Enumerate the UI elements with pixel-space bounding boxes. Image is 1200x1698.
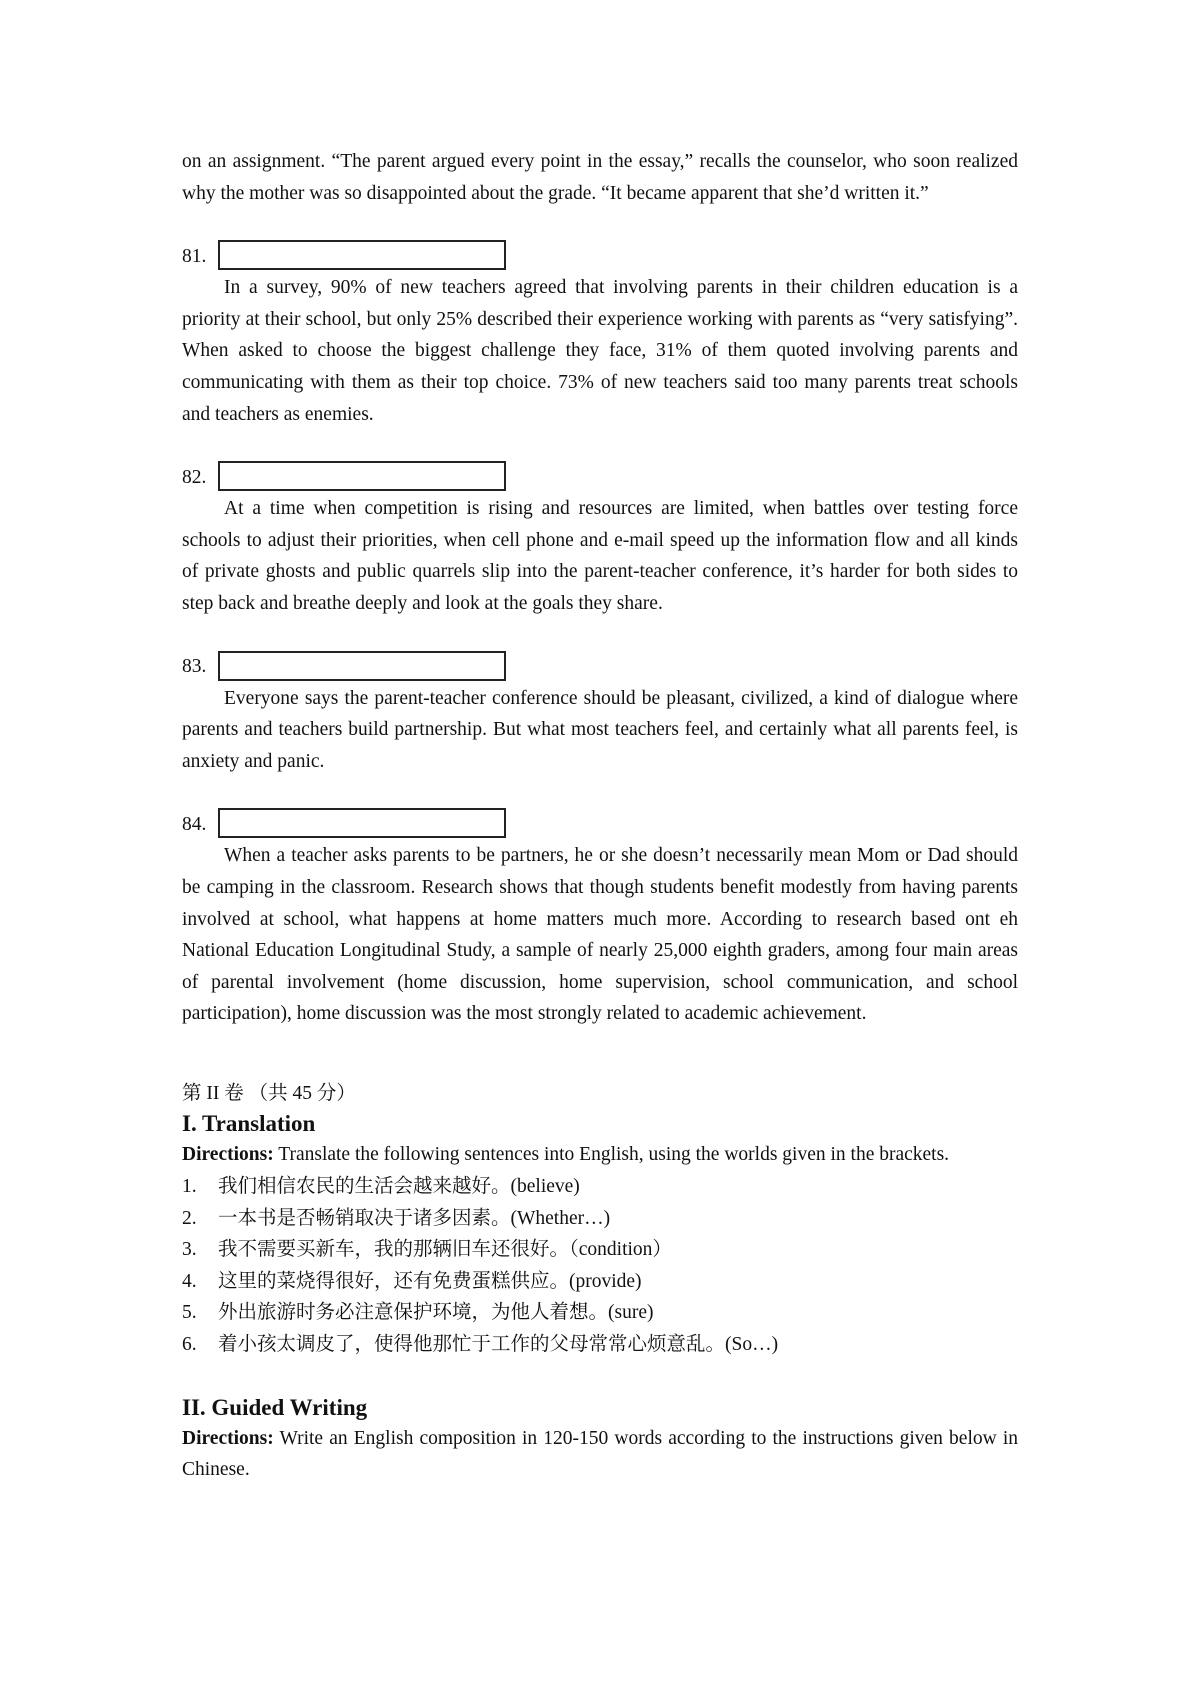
item-number: 6.: [182, 1334, 197, 1356]
question-84: [182, 807, 1018, 840]
answer-box-84[interactable]: [218, 808, 506, 838]
item-text: 这里的菜烧得很好，还有免费蛋糕供应。(provide): [218, 1270, 642, 1292]
guided-writing-directions: [182, 1423, 1018, 1486]
translation-directions: [182, 1139, 1018, 1171]
translation-item: [182, 1234, 1018, 1266]
item-number: 3.: [182, 1239, 197, 1261]
item-text: 我不需要买新车，我的那辆旧车还很好。（condition）: [218, 1239, 672, 1261]
paragraph-81: In a survey, 90% of new teachers agreed that involving parents in their children education is a priority at their school, but only 25% described their experience working with parents as “very satisfying”. When asked to choose the biggest challenge they face, 31% of them quoted involving parents and communicating with them as their top choice. 73% of new teachers said too many parents treat schools and teachers as enemies.: [182, 277, 1018, 425]
directions-text: Write an English composition in 120-150 words according to the instructions given below in Chinese.: [182, 1427, 1018, 1481]
directions-text: Translate the following sentences into English, using the worlds given in the brackets.: [273, 1144, 950, 1166]
passage-continuation: on an assignment. “The parent argued every point in the essay,” recalls the counselor, who soon realized why the mother was so disappointed about the grade. “It became apparent that she’d written it.”: [182, 151, 1018, 204]
question-83: [182, 650, 1018, 683]
question-number: 83.: [182, 655, 207, 677]
item-text: 一本书是否畅销取决于诸多因素。(Whether…): [218, 1207, 611, 1229]
translation-item: [182, 1171, 1018, 1203]
item-number: 4.: [182, 1270, 197, 1292]
translation-item: [182, 1266, 1018, 1298]
guided-writing-heading: II. Guided Writing: [182, 1394, 368, 1420]
item-number: 1.: [182, 1176, 197, 1198]
exam-page: [182, 146, 1018, 1486]
item-number: 5.: [182, 1302, 197, 1324]
question-82: [182, 460, 1018, 493]
question-number: 81.: [182, 245, 207, 267]
paragraph-84: When a teacher asks parents to be partners, he or she doesn’t necessarily mean Mom or Dad should be camping in the classroom. Research shows that though students benefit modestly from having parents involved at school, what happens at home matters much more. According to research based ont eh National Education Longitudinal Study, a sample of nearly 25,000 eighth graders, among four main areas of parental involvement (home discussion, home supervision, school communication, and school participation), home discussion was the most strongly related to academic achievement.: [182, 845, 1018, 1025]
spacer: [182, 1361, 1018, 1393]
item-text: 我们相信农民的生活会越来越好。(believe): [218, 1176, 580, 1198]
question-81: [182, 239, 1018, 272]
paragraph-83: Everyone says the parent-teacher conference should be pleasant, civilized, a kind of dialogue where parents and teachers build partnership. But what most teachers feel, and certainly what all parents feel, is anxiety and panic.: [182, 687, 1018, 772]
directions-label: Directions:: [182, 1427, 274, 1449]
paragraph-82: At a time when competition is rising and resources are limited, when battles over testing force schools to adjust their priorities, when cell phone and e-mail speed up the information flow and all kinds of private ghosts and public quarrels slip into the parent-teacher conference, it’s harder for both sides to step back and breathe deeply and look at the goals they share.: [182, 498, 1018, 614]
answer-box-82[interactable]: [218, 461, 506, 491]
item-text: 着小孩太调皮了，使得他那忙于工作的父母常常心烦意乱。(So…): [218, 1334, 779, 1356]
directions-label: Directions:: [182, 1144, 274, 1166]
part-two-label: 第 II 卷 （共 45 分）: [182, 1082, 356, 1104]
translation-item: [182, 1203, 1018, 1235]
question-number: 82.: [182, 466, 207, 488]
translation-heading: I. Translation: [182, 1111, 316, 1137]
answer-box-83[interactable]: [218, 651, 506, 681]
translation-item: [182, 1297, 1018, 1329]
question-number: 84.: [182, 813, 207, 835]
item-text: 外出旅游时务必注意保护环境，为他人着想。(sure): [218, 1302, 654, 1324]
item-number: 2.: [182, 1207, 197, 1229]
translation-list: [182, 1171, 1018, 1361]
translation-item: [182, 1329, 1018, 1361]
answer-box-81[interactable]: [218, 240, 506, 270]
